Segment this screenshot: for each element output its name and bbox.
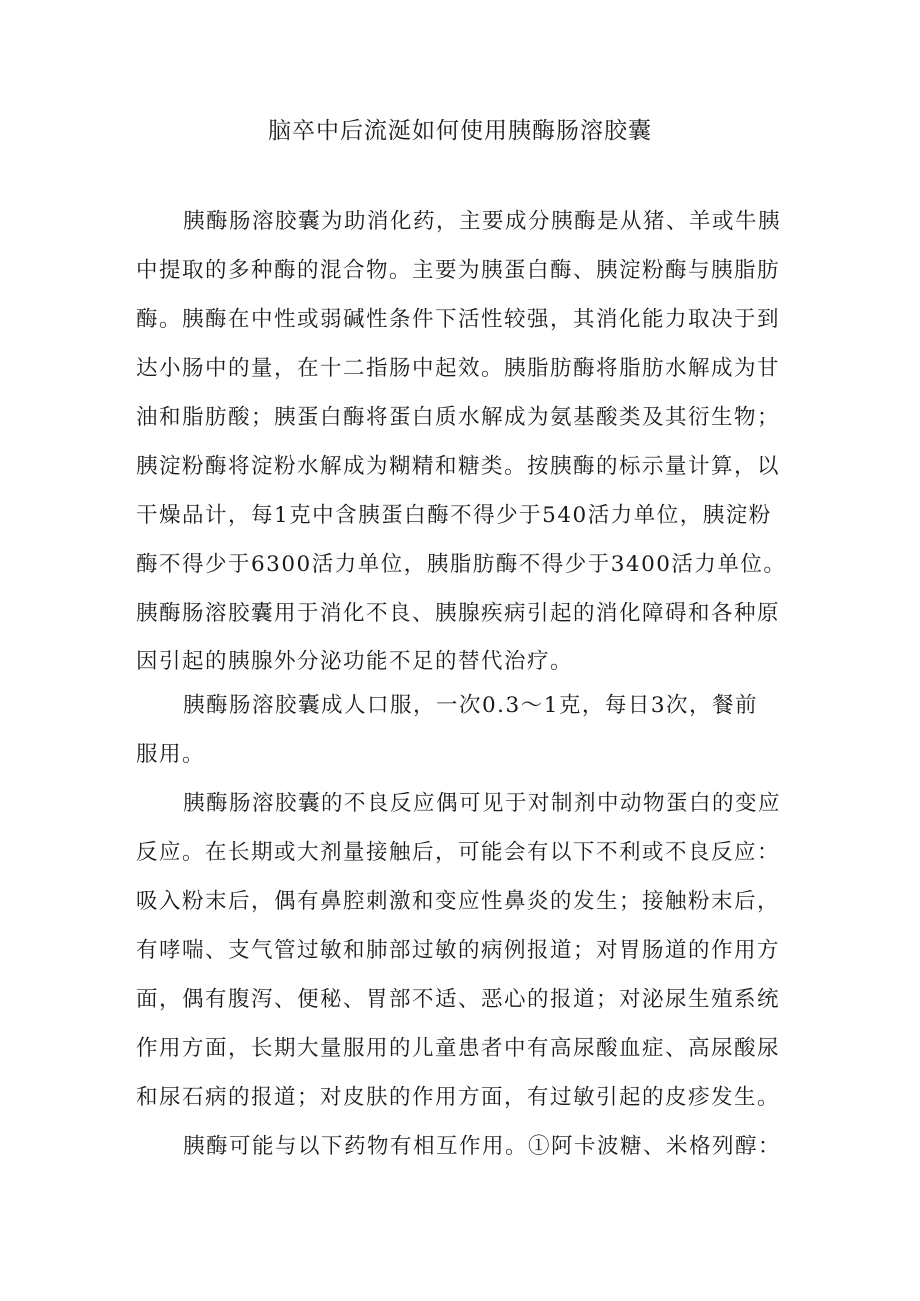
text-line: 服用。 xyxy=(136,742,206,767)
text-line: 胰酶肠溶胶囊的不良反应偶可见于对制剂中动物蛋白的变应 xyxy=(183,791,782,816)
text-line: 达小肠中的量，在十二指肠中起效。胰脂肪酶将脂肪水解成为甘 xyxy=(136,356,781,381)
text-line: 胰酶肠溶胶囊为助消化药，主要成分胰酶是从猪、羊或牛胰 xyxy=(183,209,782,234)
text-line: 油和脂肪酸；胰蛋白酶将蛋白质水解成为氨基酸类及其衍生物； xyxy=(136,405,781,430)
text-line: 胰酶肠溶胶囊成人口服，一次0.3～1克，每日3次，餐前 xyxy=(183,693,759,718)
text-line: 有哮喘、支气管过敏和肺部过敏的病例报道；对胃肠道的作用方 xyxy=(136,938,781,963)
text-line: 干燥品计，每1克中含胰蛋白酶不得少于540活力单位，胰淀粉 xyxy=(136,503,772,528)
document-title: 脑卒中后流涎如何使用胰酶肠溶胶囊 xyxy=(268,118,652,144)
text-line: 中提取的多种酶的混合物。主要为胰蛋白酶、胰淀粉酶与胰脂肪 xyxy=(136,258,781,283)
text-line: 胰酶可能与以下药物有相互作用。①阿卡波糖、米格列醇： xyxy=(183,1134,782,1159)
text-line: 反应。在长期或大剂量接触后，可能会有以下不利或不良反应： xyxy=(136,840,781,865)
text-line: 作用方面，长期大量服用的儿童患者中有高尿酸血症、高尿酸尿 xyxy=(136,1036,781,1061)
text-line: 吸入粉末后，偶有鼻腔刺激和变应性鼻炎的发生；接触粉末后， xyxy=(136,889,781,914)
text-line: 和尿石病的报道；对皮肤的作用方面，有过敏引起的皮疹发生。 xyxy=(136,1085,781,1110)
text-line: 酶不得少于6300活力单位，胰脂肪酶不得少于3400活力单位。 xyxy=(136,552,787,577)
text-line: 胰淀粉酶将淀粉水解成为糊精和糖类。按胰酶的标示量计算，以 xyxy=(136,454,781,479)
text-line: 因引起的胰腺外分泌功能不足的替代治疗。 xyxy=(136,649,574,674)
text-line: 酶。胰酶在中性或弱碱性条件下活性较强，其消化能力取决于到 xyxy=(136,307,781,332)
text-line: 胰酶肠溶胶囊用于消化不良、胰腺疾病引起的消化障碍和各种原 xyxy=(136,601,781,626)
text-line: 面，偶有腹泻、便秘、胃部不适、恶心的报道；对泌尿生殖系统 xyxy=(136,987,781,1012)
